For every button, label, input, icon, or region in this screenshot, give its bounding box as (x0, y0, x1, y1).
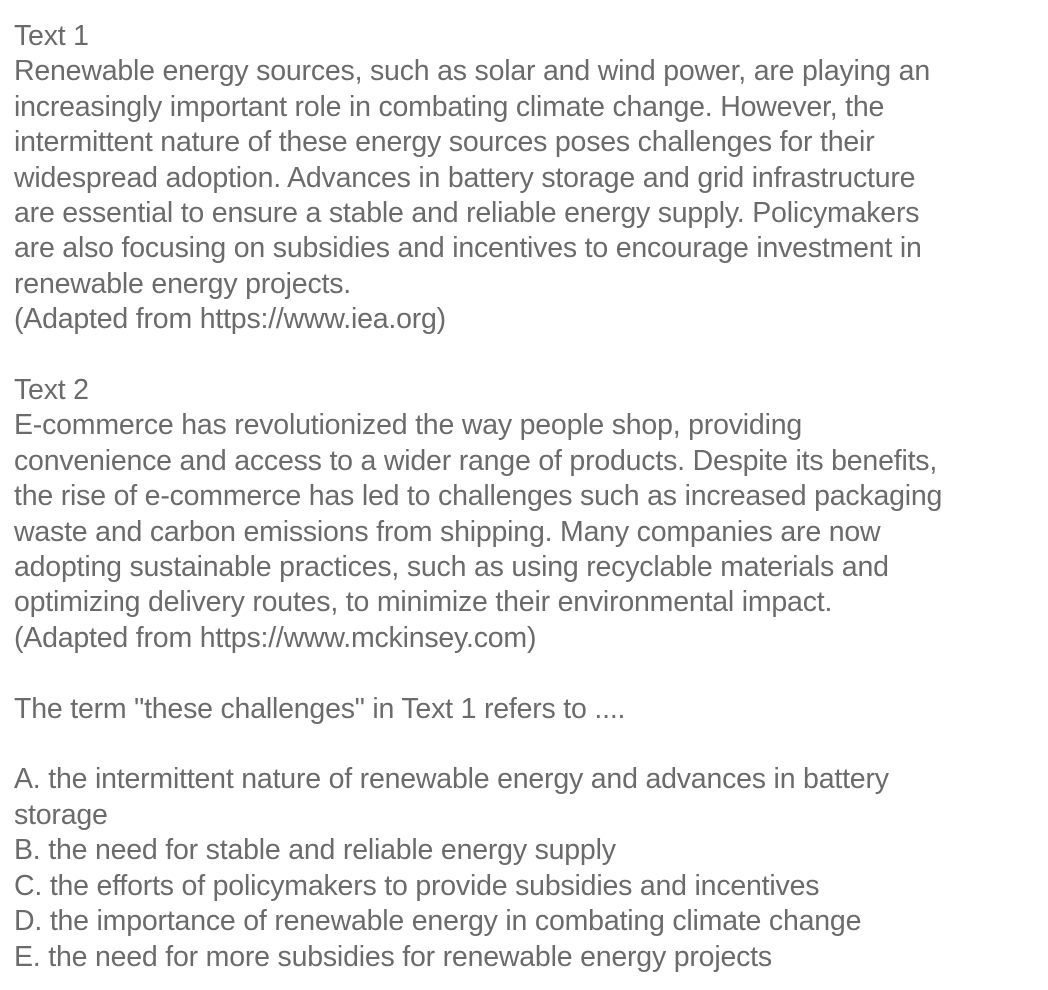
text-2-line: E-commerce has revolutionized the way people shop, providing (14, 409, 803, 442)
answer-options (14, 762, 1034, 974)
text-2-line: the rise of e-commerce has led to challenges such as increased packaging (14, 480, 943, 513)
text-1-line: increasingly important role in combating climate change. However, the (14, 90, 885, 123)
option-d[interactable]: D. the importance of renewable energy in combating climate change (14, 905, 862, 938)
text-2-line: convenience and access to a wider range of products. Despite its benefits, (14, 444, 938, 477)
text-1-line: are also focusing on subsidies and incentives to encourage investment in (14, 232, 922, 265)
text-1-line: widespread adoption. Advances in battery storage and grid infrastructure (14, 161, 916, 194)
option-a[interactable]: A. the intermittent nature of renewable energy and advances in battery (14, 763, 889, 796)
spacer (14, 338, 1034, 373)
text-1-heading: Text 1 (14, 20, 89, 52)
text-1-line: are essential to ensure a stable and reliable energy supply. Policymakers (14, 197, 920, 230)
text-2-source: (Adapted from https://www.mckinsey.com) (14, 621, 537, 654)
question-text: The term "these challenges" in Text 1 refers to .... (14, 692, 626, 725)
text-2-heading: Text 2 (14, 374, 89, 407)
option-e[interactable]: E. the need for more subsidies for renewable energy projects (14, 940, 772, 973)
question (14, 692, 1034, 727)
text-2-line: adopting sustainable practices, such as using recyclable materials and (14, 551, 889, 584)
option-c[interactable]: C. the efforts of policymakers to provide subsidies and incentives (14, 869, 820, 902)
spacer (14, 656, 1034, 691)
text-1-line: renewable energy projects. (14, 267, 351, 300)
text-2-line: waste and carbon emissions from shipping. Many companies are now (14, 515, 881, 548)
text-2-passage (14, 373, 1034, 656)
text-1-source: (Adapted from https://www.iea.org) (14, 303, 446, 336)
spacer (14, 727, 1034, 762)
option-b[interactable]: B. the need for stable and reliable energy supply (14, 834, 616, 867)
text-2-line: optimizing delivery routes, to minimize their environmental impact. (14, 586, 833, 619)
text-1-line: intermittent nature of these energy sources poses challenges for their (14, 126, 875, 159)
text-1-line: Renewable energy sources, such as solar and wind power, are playing an (14, 55, 930, 88)
text-1-passage (14, 19, 1034, 338)
option-a-continuation[interactable]: storage (14, 798, 108, 831)
